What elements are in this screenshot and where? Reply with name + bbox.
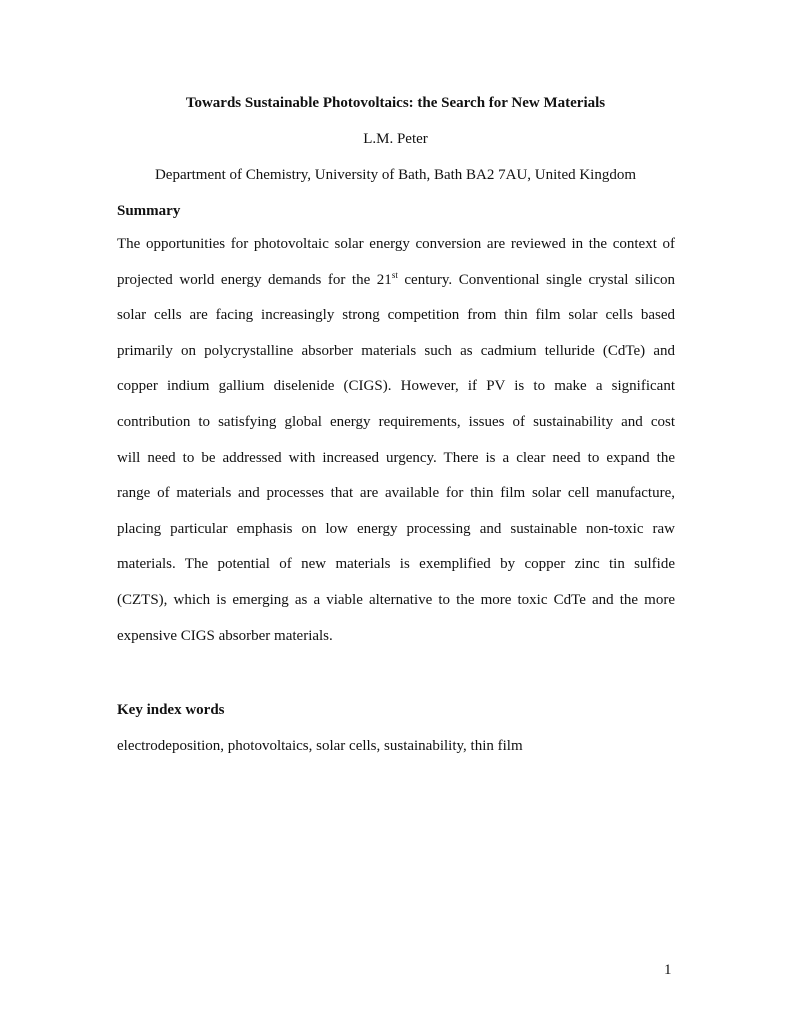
ordinal-superscript: st (391, 269, 398, 280)
summary-line: The opportunities for photovoltaic solar energy conversion are reviewed in the context of (117, 236, 675, 252)
summary-line: contribution to satisfying global energy requirements, issues of sustainability and cost (117, 413, 675, 430)
author-affiliation: Department of Chemistry, University of Bath, Bath BA2 7AU, United Kingdom (154, 167, 637, 183)
summary-line: solar cells are facing increasingly strong competition from thin film solar cells based (117, 307, 675, 324)
summary-line: copper indium gallium diselenide (CIGS). However, if PV is to make a significant (117, 378, 675, 395)
summary-paragraph (117, 227, 675, 654)
summary-line (117, 263, 675, 299)
summary-line-text: projected world energy demands for the 21 (117, 271, 392, 288)
summary-line: placing particular emphasis on low energy processing and sustainable non-toxic raw (117, 520, 675, 537)
summary-line: primarily on polycrystalline absorber materials such as cadmium telluride (CdTe) and (117, 342, 675, 359)
summary-line: expensive CIGS absorber materials. (117, 627, 333, 644)
summary-line-text: century. Conventional single crystal silicon (397, 271, 675, 288)
keywords-list: electrodeposition, photovoltaics, solar cells, sustainability, thin film (117, 738, 523, 754)
keywords-heading: Key index words (117, 702, 225, 718)
summary-line: will need to be addressed with increased urgency. There is a clear need to expand the (117, 449, 675, 466)
page-number: 1 (664, 962, 672, 978)
author-name: L.M. Peter (363, 131, 428, 147)
summary-heading: Summary (117, 203, 181, 219)
summary-line: range of materials and processes that are available for thin film solar cell manufacture, (117, 485, 675, 502)
paper-title: Towards Sustainable Photovoltaics: the Search for New Materials (185, 95, 606, 111)
summary-line: materials. The potential of new materials is exemplified by copper zinc tin sulfide (117, 556, 675, 573)
summary-line: (CZTS), which is emerging as a viable alternative to the more toxic CdTe and the more (117, 591, 675, 608)
